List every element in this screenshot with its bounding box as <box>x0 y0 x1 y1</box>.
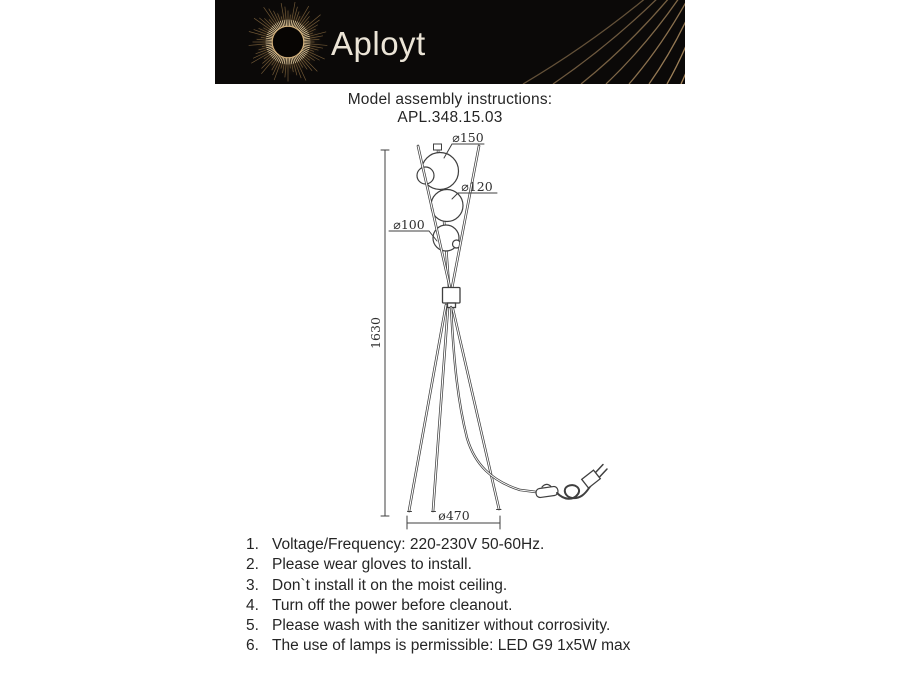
top-finial <box>434 144 442 150</box>
dim-label-height: 1630 <box>368 317 383 349</box>
item-text: Turn off the power before cleanout. <box>272 596 513 614</box>
banner-graphic <box>215 0 685 84</box>
item-number: 3. <box>246 576 259 594</box>
dim-label-120: ⌀120 <box>461 179 493 194</box>
item-text: Don`t install it on the moist ceiling. <box>272 576 508 594</box>
item-text: Please wash with the sanitizer without corrosivity. <box>272 617 611 635</box>
item-text: Voltage/Frequency: 220-230V 50-60Hz. <box>272 536 545 553</box>
item-number: 1. <box>246 536 259 553</box>
dim-label-base: ø470 <box>438 508 470 523</box>
power-cord <box>451 307 536 492</box>
power-plug <box>582 465 607 489</box>
instruction-list <box>246 535 686 657</box>
item-number: 4. <box>246 596 259 614</box>
dim-label-100: ⌀100 <box>393 217 425 232</box>
list-item <box>246 636 686 656</box>
list-item <box>246 596 686 616</box>
item-text: The use of lamps is permissible: LED G9 1x5W max <box>272 637 631 655</box>
item-number: 2. <box>246 556 259 574</box>
list-item <box>246 555 686 575</box>
item-text: Please wear gloves to install. <box>272 556 472 574</box>
brand-name: Aployt <box>331 25 426 62</box>
list-item <box>246 616 686 636</box>
sunburst-core <box>273 27 303 57</box>
model-number: APL.348.15.03 <box>397 109 503 126</box>
foot-switch <box>535 484 558 498</box>
shade-120-sphere <box>431 190 463 222</box>
brand-banner <box>215 0 685 84</box>
lamp-technical-drawing <box>340 132 680 540</box>
dim-label-150: ⌀150 <box>452 132 484 145</box>
title-block <box>0 91 900 127</box>
list-item <box>246 535 686 555</box>
item-number: 5. <box>246 617 259 635</box>
item-number: 6. <box>246 637 259 655</box>
list-item <box>246 576 686 596</box>
instructions-title: Model assembly instructions: <box>347 91 553 108</box>
